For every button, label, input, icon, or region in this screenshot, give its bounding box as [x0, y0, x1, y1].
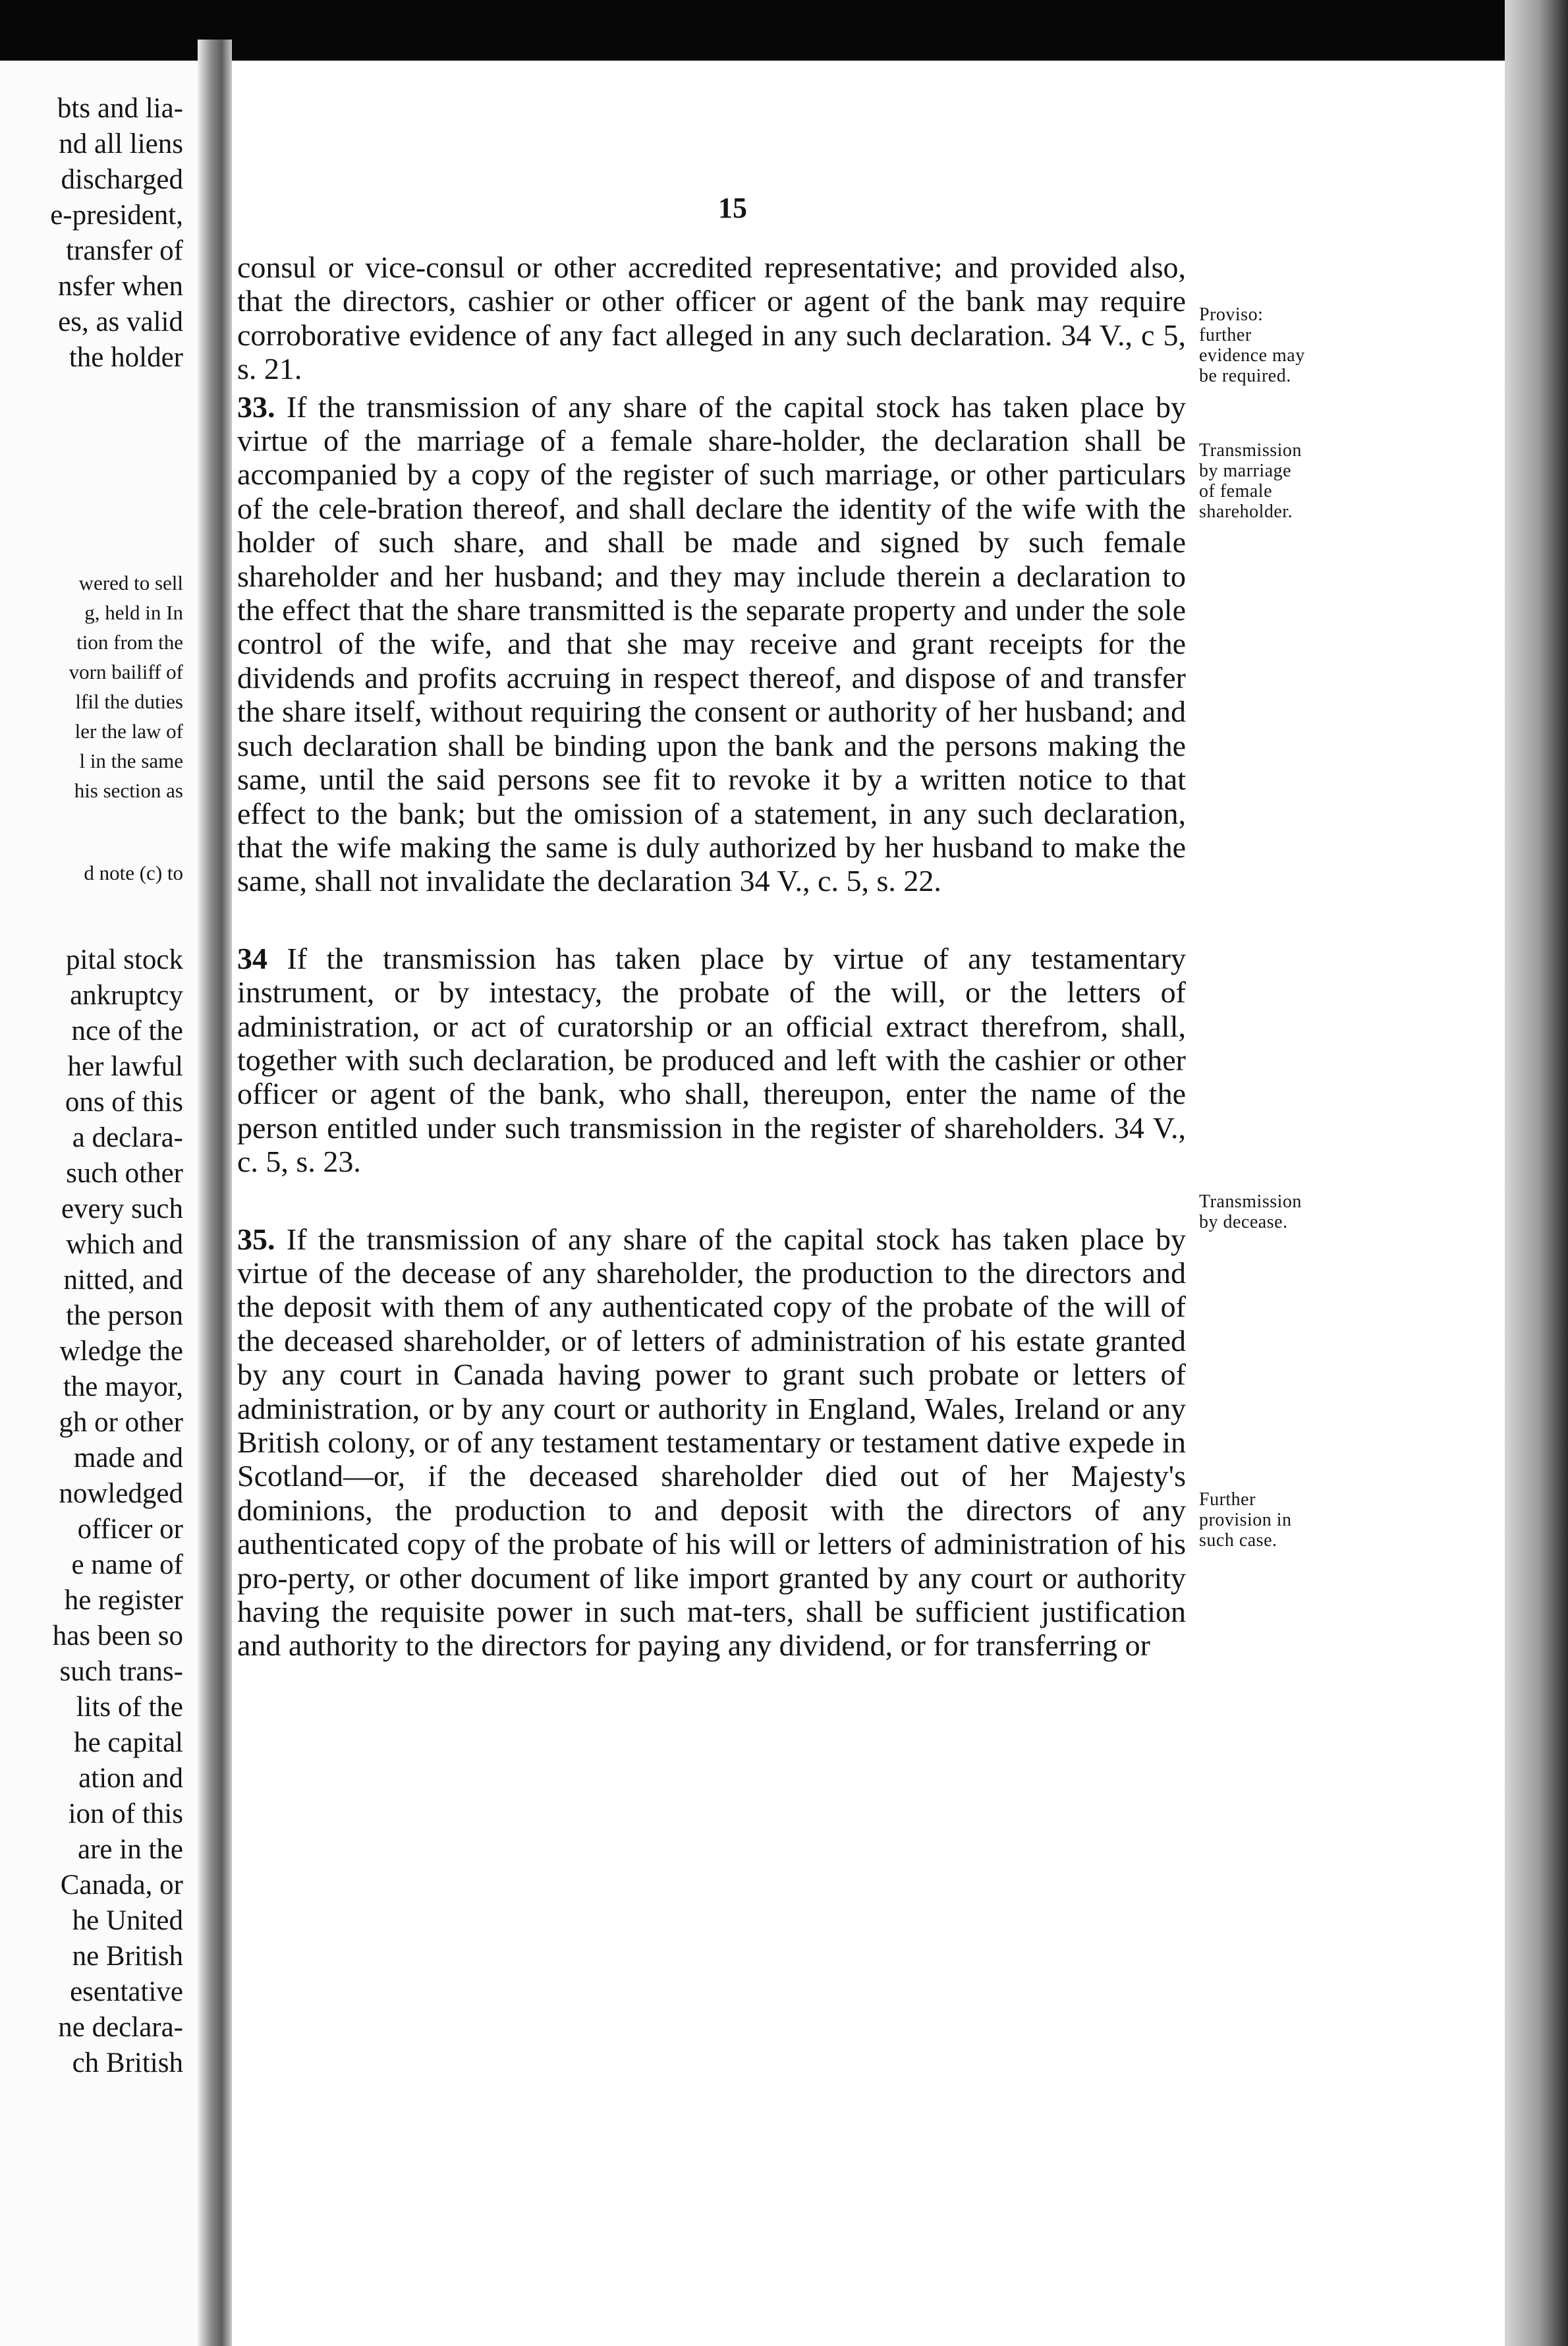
left-page-line: discharged [61, 164, 183, 195]
left-page-line: ler the law of [74, 720, 183, 743]
left-page-line: tion from the [76, 631, 183, 654]
left-page-line: which and [66, 1229, 183, 1260]
margin-note-line: be required. [1199, 366, 1291, 386]
section-number: 34 [237, 941, 267, 975]
opening-paragraph [237, 250, 1186, 386]
left-page-line: nd all liens [59, 129, 183, 159]
left-page-line: transfer of [66, 235, 183, 266]
left-page-line: l in the same [79, 749, 183, 772]
left-page-line: e name of [71, 1549, 183, 1580]
left-page-line: ion of this [68, 1798, 183, 1829]
left-page-line: ch British [72, 2047, 183, 2078]
left-page-line: wledge the [59, 1336, 183, 1367]
book-gutter [198, 40, 232, 2346]
section-34 [237, 942, 1186, 1179]
left-page-line: officer or [77, 1514, 183, 1545]
left-page-line: wered to sell [78, 571, 183, 594]
left-page-line: gh or other [59, 1407, 183, 1438]
left-page-line: nowledged [59, 1478, 183, 1509]
left-page-line: a declara- [72, 1122, 183, 1153]
left-page-line: ankruptcy [70, 980, 183, 1011]
left-page-line: g, held in In [84, 601, 183, 624]
margin-note-line: provision in [1199, 1510, 1292, 1530]
left-page-line: nce of the [71, 1016, 183, 1046]
left-page-line: he United [72, 1905, 183, 1936]
left-page-line: esentative [70, 1976, 183, 2007]
margin-note-line: Further [1199, 1489, 1256, 1510]
left-page-line: Canada, or [60, 1870, 183, 1901]
left-page-line: has been so [52, 1620, 183, 1651]
margin-note-proviso [1199, 304, 1377, 386]
scan-top-border [0, 0, 1568, 61]
left-page-line: lits of the [76, 1692, 183, 1723]
section-text: If the transmission has taken place by virtue of any testamentary instrument, or by intestacy, the probate of the will, or the letters of administration, or act of curatorship or an official extract therefrom, shall, together with such declaration, be produced and left with the cashier or other officer or agent of the bank, who shall, thereupon, enter the name of the person entitled under such transmission in the register of shareholders. 34 V., c. 5, s. 23. [237, 941, 1186, 1179]
left-page-line: d note (c) to [84, 861, 183, 884]
left-page-line: such trans- [59, 1656, 183, 1687]
margin-note-line: such case. [1199, 1530, 1277, 1551]
left-page-fragment [0, 61, 198, 2346]
margin-note-further-provision [1199, 1489, 1377, 1551]
left-page-line: bts and lia- [57, 93, 183, 124]
page-number: 15 [718, 192, 747, 224]
left-page-line: lfil the duties [75, 690, 183, 713]
margin-note-line: by marriage [1199, 461, 1291, 481]
left-page-line: ons of this [65, 1087, 183, 1118]
main-text-column [237, 250, 1186, 1663]
left-page-line: every such [61, 1193, 183, 1224]
left-page-line: pital stock [66, 944, 183, 975]
margin-note-marriage [1199, 440, 1377, 522]
left-page-line: he capital [74, 1727, 183, 1758]
scan-right-edge [1505, 0, 1568, 2346]
left-page-line: his section as [74, 779, 183, 802]
section-text: If the transmission of any share of the capital stock has taken place by virtue of the marriage of a female share-holder, the declaration shall be accompanied by a copy of the register of such marriage, or other particulars of the cele-bration thereof, and shall declare the identity of the wife with the holder of such share, and shall be made and signed by such female shareholder and her husband; and they may include therein a declaration to the effect that the share transmitted is the separate property and under the sole control of the wife, and that she may receive and grant receipts for the dividends and profits accruing in respect thereof, and dispose of and transfer the share itself, without requiring the consent or authority of her husband; and such declaration shall be binding upon the bank and the persons making the same, until the said persons see fit to revoke it by a written notice to that effect to the bank; but the omission of a statement, in any such declaration, that the wife making the same is duly authorized by her husband to make the same, shall not invalidate the declaration 34 V., c. 5, s. 22. [237, 389, 1187, 898]
margin-note-line: Proviso: [1199, 304, 1264, 325]
section-33 [237, 390, 1186, 898]
left-page-line: nsfer when [58, 271, 183, 302]
margin-note-line: shareholder. [1199, 501, 1293, 522]
left-page-line: nitted, and [63, 1265, 183, 1296]
margin-note-decease [1199, 1191, 1377, 1232]
left-page-line: ne British [72, 1941, 183, 1972]
margin-note-line: evidence may [1199, 345, 1305, 366]
left-page-line: ation and [78, 1763, 183, 1794]
opening-paragraph-text: consul or vice-consul or other accredited representative; and provided also, that the directors, cashier or other officer or agent of the bank may require corroborative evidence of any fact alleged in any such declaration. 34 V., c 5, s. 21. [237, 250, 1186, 386]
left-page-line: made and [74, 1443, 183, 1473]
margin-note-line: Transmission [1199, 1191, 1302, 1212]
section-number: 35. [237, 1222, 275, 1256]
left-page-line: the mayor, [63, 1371, 183, 1402]
left-page-line: the holder [69, 342, 183, 373]
left-page-line: ne declara- [58, 2012, 183, 2043]
section-35 [237, 1222, 1186, 1663]
margin-note-line: further [1199, 325, 1252, 345]
section-text: If the transmission of any share of the capital stock has taken place by virtue of the decease of any shareholder, the production to the directors and the deposit with them of any authenticated copy of the probate of the will of the deceased shareholder, or of letters of administration of his estate granted by any court in Canada having power to grant such probate or letters of administration, or by any court or authority in England, Wales, Ireland or any British colony, or of any testament testamentary or testament dative expede in Scotland—or, if the deceased shareholder died out of her Majesty's dominions, the production to and deposit with the directors of any authenticated copy of the probate of his will or letters of administration of his pro-perty, or other document of like import granted by any court or authority having the requisite power in such mat-ters, shall be sufficient justification and authority to the directors for paying any dividend, or for transferring or [237, 1222, 1187, 1663]
left-page-line: such other [66, 1158, 183, 1189]
left-page-line: her lawful [67, 1051, 183, 1082]
left-page-line: he register [64, 1585, 183, 1616]
section-number: 33. [237, 389, 275, 424]
margin-note-line: Transmission [1199, 440, 1302, 461]
left-page-line: e-president, [50, 200, 183, 231]
left-page-line: vorn bailiff of [69, 660, 183, 683]
margin-note-line: of female [1199, 481, 1272, 501]
left-page-line: the person [66, 1300, 183, 1331]
left-page-line: are in the [78, 1834, 183, 1865]
margin-note-line: by decease. [1199, 1212, 1288, 1232]
left-page-line: es, as valid [58, 306, 183, 337]
